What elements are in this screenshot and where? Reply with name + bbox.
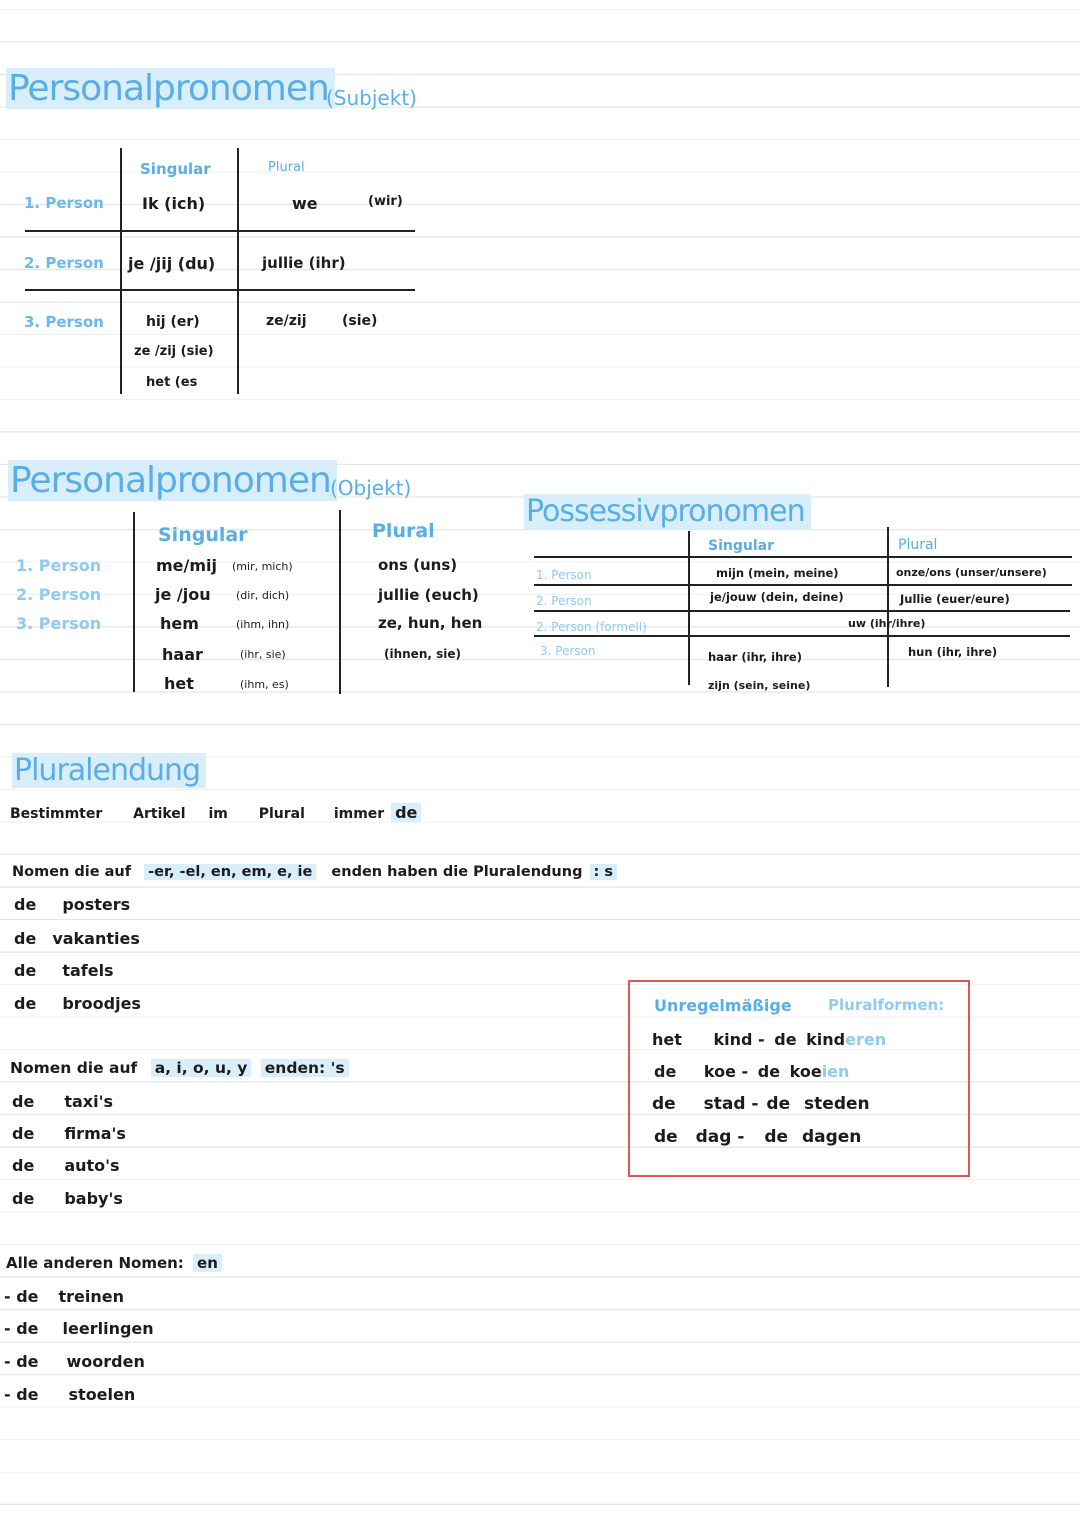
irregular-title-1: Unregelmäßige xyxy=(654,996,792,1015)
possessiv-person-1: 1. Person xyxy=(536,568,592,582)
plural-rule2-ex2 xyxy=(12,1124,126,1143)
subjekt-row1-plural: we xyxy=(292,194,318,213)
plural-rule1-ending: : s xyxy=(590,864,617,880)
plural-rule2-ex2-word: firma's xyxy=(64,1124,126,1143)
subjekt-hline-1 xyxy=(25,230,415,232)
plural-rule2 xyxy=(10,1059,349,1077)
objekt-person-2: 2. Person xyxy=(16,585,102,604)
plural-rule3-ex1-word: treinen xyxy=(58,1287,125,1306)
plural-rule1-ex3-word: tafels xyxy=(62,961,114,980)
possessiv-p3-pl: hun (ihr, ihre) xyxy=(908,645,998,659)
objekt-col-singular: Singular xyxy=(158,524,248,546)
objekt-row2-sg-de: (dir, dich) xyxy=(236,589,290,602)
objekt-subtitle: (Objekt) xyxy=(330,476,412,500)
subjekt-title-text: Personalpronomen xyxy=(6,68,335,109)
possessiv-person-2: 2. Person xyxy=(536,594,592,608)
irregular-row2-sg: koe - xyxy=(703,1062,749,1081)
possessiv-vline-2 xyxy=(887,527,889,687)
objekt-row3-pl: ze, hun, hen xyxy=(378,614,483,632)
possessiv-hline-4 xyxy=(534,635,1070,637)
subjekt-vline-2 xyxy=(237,148,239,394)
subjekt-hline-2 xyxy=(25,289,415,291)
plural-rule3-ex1 xyxy=(4,1287,124,1306)
plural-rule3-ex3 xyxy=(4,1352,145,1371)
plural-rule1-prefix: Nomen die auf xyxy=(12,864,132,880)
subjekt-title xyxy=(6,68,335,109)
subjekt-row1-plural-de: (wir) xyxy=(368,194,403,209)
plural-rule2-suffix: enden: 's xyxy=(261,1059,349,1077)
irregular-row1-sg: kind - xyxy=(713,1030,765,1049)
plural-rule2-prefix: Nomen die auf xyxy=(10,1059,138,1077)
plural-rule2-ex1-art: de xyxy=(12,1092,35,1111)
subjekt-vline-1 xyxy=(120,148,122,394)
plural-rule2-ex4-word: baby's xyxy=(64,1189,123,1208)
plural-rule1-ex2 xyxy=(14,929,140,948)
plural-rule3-ex4-word: stoelen xyxy=(68,1385,136,1404)
irregular-title-2: Pluralformen: xyxy=(828,996,945,1014)
plural-rule2-ex1-word: taxi's xyxy=(64,1092,113,1111)
plural-rule1 xyxy=(12,864,617,880)
objekt-row4-sg: haar xyxy=(162,645,203,664)
objekt-vline-2 xyxy=(339,510,341,694)
irregular-row2-art: de xyxy=(654,1062,677,1081)
subjekt-col-singular: Singular xyxy=(140,160,211,178)
plural-intro-w2: Artikel xyxy=(133,806,186,822)
possessiv-hline-2 xyxy=(534,584,1072,586)
plural-rule1-ex1-art: de xyxy=(14,895,37,914)
objekt-vline-1 xyxy=(133,512,135,692)
possessiv-col-singular: Singular xyxy=(708,538,774,554)
subjekt-subtitle: (Subjekt) xyxy=(326,86,417,110)
plural-rule1-ex2-word: vakanties xyxy=(52,929,140,948)
plural-rule3-ex4 xyxy=(4,1385,135,1404)
irregular-row1-art: het xyxy=(652,1030,682,1049)
plural-rule2-ex3-art: de xyxy=(12,1156,35,1175)
plural-rule2-ex4 xyxy=(12,1189,123,1208)
plural-rule3-ex3-art: - de xyxy=(4,1352,39,1371)
plural-intro-w5: immer xyxy=(333,806,385,822)
subjekt-col-plural: Plural xyxy=(268,160,305,175)
subjekt-row2-person: 2. Person xyxy=(24,254,104,272)
plural-rule1-ex2-art: de xyxy=(14,929,37,948)
possessiv-person-3: 3. Person xyxy=(540,644,596,658)
possessiv-p1-pl: onze/ons (unser/unsere) xyxy=(896,566,1047,579)
irregular-row4 xyxy=(654,1127,861,1147)
subjekt-row3-plural-de: (sie) xyxy=(342,313,378,329)
subjekt-row1-singular: Ik (ich) xyxy=(142,194,206,213)
subjekt-row3-singular-2: ze /zij (sie) xyxy=(134,344,214,359)
objekt-row4-pl: (ihnen, sie) xyxy=(384,647,461,661)
plural-rule2-ex2-art: de xyxy=(12,1124,35,1143)
plural-title xyxy=(12,753,206,788)
plural-intro-w6: de xyxy=(391,803,421,822)
plural-rule1-ex4-art: de xyxy=(14,994,37,1013)
subjekt-row2-singular: je /jij (du) xyxy=(128,254,216,273)
objekt-person-3: 3. Person xyxy=(16,614,102,633)
objekt-row3-sg-de: (ihm, ihn) xyxy=(236,618,290,631)
irregular-row3 xyxy=(652,1094,870,1114)
plural-intro-w3: im xyxy=(208,806,228,822)
plural-rule3-ex4-art: - de xyxy=(4,1385,39,1404)
irregular-row1-pl-hl: eren xyxy=(845,1030,887,1049)
irregular-row3-pl: steden xyxy=(804,1094,870,1114)
plural-rule2-ex1 xyxy=(12,1092,113,1111)
plural-rule1-suffix: enden haben die Pluralendung xyxy=(331,864,583,880)
objekt-row1-sg: me/mij xyxy=(156,556,218,575)
possessiv-title xyxy=(524,494,811,529)
plural-rule3 xyxy=(6,1254,222,1272)
plural-rule1-endings: -er, -el, en, em, e, ie xyxy=(144,864,316,880)
irregular-row1 xyxy=(652,1030,886,1049)
plural-rule1-ex3 xyxy=(14,961,114,980)
irregular-row3-pl-art: de xyxy=(766,1094,791,1114)
plural-rule3-prefix: Alle anderen Nomen: xyxy=(6,1254,184,1272)
plural-rule3-ending: en xyxy=(193,1254,222,1272)
objekt-row4-sg-de: (ihr, sie) xyxy=(240,648,286,661)
objekt-row1-sg-de: (mir, mich) xyxy=(232,560,293,573)
plural-rule1-ex3-art: de xyxy=(14,961,37,980)
possessiv-col-plural: Plural xyxy=(898,537,938,553)
irregular-row1-pl: kind xyxy=(806,1030,846,1049)
plural-rule1-ex1 xyxy=(14,895,130,914)
subjekt-row3-singular-1: hij (er) xyxy=(146,314,200,330)
plural-rule1-ex4-word: broodjes xyxy=(62,994,141,1013)
plural-rule3-ex2-word: leerlingen xyxy=(62,1319,154,1338)
irregular-row2 xyxy=(654,1062,849,1081)
objekt-row5-sg-de: (ihm, es) xyxy=(240,678,289,691)
irregular-row1-pl-art: de xyxy=(774,1030,797,1049)
possessiv-p2-pl: Jullie (euer/eure) xyxy=(900,592,1010,606)
irregular-row3-sg: stad - xyxy=(703,1094,759,1114)
objekt-row1-pl: ons (uns) xyxy=(378,556,458,574)
possessiv-p1-sg: mijn (mein, meine) xyxy=(716,566,839,580)
objekt-title-text: Personalpronomen xyxy=(8,460,337,501)
subjekt-row2-plural: jullie (ihr) xyxy=(262,254,346,272)
plural-rule3-ex3-word: woorden xyxy=(66,1352,145,1371)
objekt-person-1: 1. Person xyxy=(16,556,102,575)
plural-title-text: Pluralendung xyxy=(12,753,206,788)
possessiv-vline-1 xyxy=(688,531,690,685)
plural-rule3-ex2-art: - de xyxy=(4,1319,39,1338)
objekt-row3-sg: hem xyxy=(160,614,199,633)
irregular-row2-pl-hl: ien xyxy=(821,1062,850,1081)
plural-intro xyxy=(10,803,421,822)
plural-rule1-ex1-word: posters xyxy=(62,895,131,914)
possessiv-p2-sg: je/jouw (dein, deine) xyxy=(710,590,844,604)
irregular-row2-pl: koe xyxy=(789,1062,822,1081)
subjekt-row3-singular-3: het (es xyxy=(146,375,198,390)
possessiv-person-2-formell: 2. Person (formell) xyxy=(536,620,647,634)
objekt-col-plural: Plural xyxy=(372,520,435,542)
plural-rule2-ex3-word: auto's xyxy=(64,1156,120,1175)
irregular-row4-pl: dagen xyxy=(801,1127,862,1147)
objekt-row5-sg: het xyxy=(164,674,194,693)
possessiv-hline-3 xyxy=(534,610,1070,612)
irregular-row3-art: de xyxy=(652,1094,676,1114)
plural-rule2-ex3 xyxy=(12,1156,120,1175)
plural-intro-w4: Plural xyxy=(258,806,305,822)
plural-rule1-ex4 xyxy=(14,994,141,1013)
irregular-row4-pl-art: de xyxy=(764,1127,789,1147)
possessiv-hline-1 xyxy=(534,556,1072,558)
objekt-row2-pl: jullie (euch) xyxy=(378,586,479,604)
subjekt-row1-person: 1. Person xyxy=(24,194,104,212)
plural-rule2-ex4-art: de xyxy=(12,1189,35,1208)
irregular-row4-art: de xyxy=(654,1127,678,1147)
plural-rule3-ex1-art: - de xyxy=(4,1287,39,1306)
objekt-title xyxy=(8,460,337,501)
possessiv-formell: uw (ihr/ihre) xyxy=(848,617,926,630)
plural-intro-w1: Bestimmter xyxy=(10,806,103,822)
subjekt-row3-plural: ze/zij xyxy=(266,313,307,329)
objekt-row2-sg: je /jou xyxy=(155,585,211,604)
plural-rule2-endings: a, i, o, u, y xyxy=(151,1059,252,1077)
subjekt-row3-person: 3. Person xyxy=(24,313,104,331)
possessiv-p3-sg-1: haar (ihr, ihre) xyxy=(708,650,802,664)
possessiv-p3-sg-2: zijn (sein, seine) xyxy=(708,679,811,692)
plural-rule3-ex2 xyxy=(4,1319,154,1338)
irregular-row2-pl-art: de xyxy=(757,1062,781,1081)
irregular-row4-sg: dag - xyxy=(695,1127,745,1147)
possessiv-title-text: Possessivpronomen xyxy=(524,494,811,529)
